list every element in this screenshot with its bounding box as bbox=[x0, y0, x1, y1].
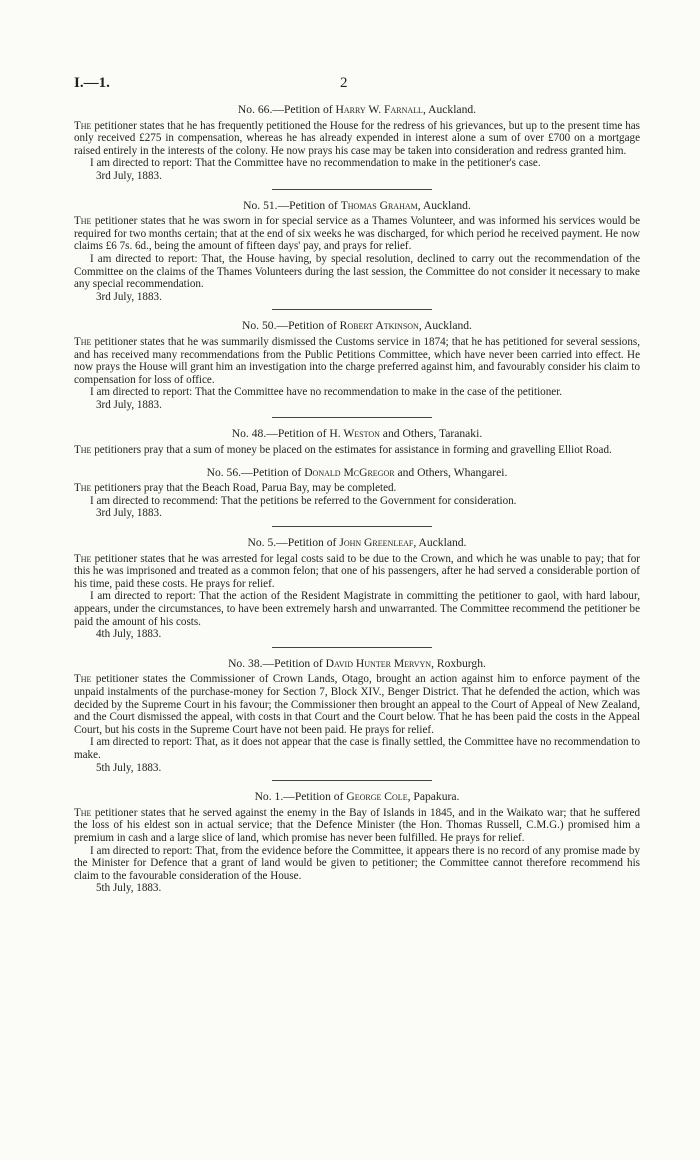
page-reference: I.—1. bbox=[74, 75, 110, 91]
petition-5 bbox=[74, 537, 640, 641]
petition-title: No. 50.—Petition of Robert Atkinson, Auckland. bbox=[242, 319, 472, 333]
page-header bbox=[0, 77, 700, 95]
committee-report: I am directed to recommend: That the petitions be referred to the Government for consideration. bbox=[90, 494, 517, 507]
document-body bbox=[74, 104, 640, 895]
petition-body: The petitioners pray that the Beach Road, Parua Bay, may be completed. bbox=[74, 482, 397, 495]
petition-56 bbox=[74, 467, 640, 520]
petition-50 bbox=[74, 320, 640, 411]
petition-1 bbox=[74, 791, 640, 895]
petition-body: The petitioners pray that a sum of money be placed on the estimates for assistance in forming and gravelling Elliot Road. bbox=[74, 444, 612, 457]
report-date: 3rd July, 1883. bbox=[96, 290, 162, 303]
petition-38 bbox=[74, 658, 640, 774]
petition-title: No. 5.—Petition of John Greenleaf, Auckland. bbox=[247, 536, 467, 550]
petition-title: No. 1.—Petition of George Cole, Papakura. bbox=[254, 790, 460, 804]
page-number: 2 bbox=[340, 75, 348, 91]
petition-body: The petitioner states that he has frequently petitioned the House for the redress of his grievances, but up to the present time has only received £275 in compensation, whereas he has already expended in interest alone a sum of over £700 on a mortgage raised entirely in the interests of the colony. He now prays his case may be taken into consideration and redress granted him. bbox=[74, 119, 640, 157]
petition-title: No. 56.—Petition of Donald McGregor and Others, Whangarei. bbox=[206, 465, 508, 479]
report-date: 3rd July, 1883. bbox=[96, 398, 162, 411]
petition-body: The petitioner states that he was arrested for legal costs said to be due to the Crown, and which he was unable to pay; that for this he was imprisoned and treated as a common felon; that one of his passengers, after he had served a considerable portion of his time, paid these costs. He prays for relief. bbox=[74, 552, 640, 590]
petition-title: No. 48.—Petition of H. Weston and Others, Taranaki. bbox=[231, 427, 483, 441]
petition-66 bbox=[74, 104, 640, 183]
report-date: 5th July, 1883. bbox=[96, 882, 162, 895]
report-date: 3rd July, 1883. bbox=[96, 169, 162, 182]
report-date: 4th July, 1883. bbox=[96, 628, 162, 641]
petition-title: No. 38.—Petition of David Hunter Mervyn, Roxburgh. bbox=[228, 656, 486, 670]
committee-report: I am directed to report: That, from the evidence before the Committee, it appears there is no record of any promise made by the Minister for Defence that a grant of land would be given to petitioner; the Committee cannot therefore recommend his claim to the favourable consideration of the House. bbox=[74, 844, 640, 882]
committee-report: I am directed to report: That the Committee have no recommendation to make in the case of the petitioner. bbox=[90, 386, 563, 399]
petition-48 bbox=[74, 428, 640, 456]
report-date: 3rd July, 1883. bbox=[96, 507, 162, 520]
petition-body: The petitioner states that he was sworn in for special service as a Thames Volunteer, and was informed his services would be required for two months certain; that at the end of six weeks he was discharged, for which period he received payment. He now claims £6 7s. 6d., being the amount of fifteen days' pay, and prays for relief. bbox=[74, 215, 640, 253]
committee-report: I am directed to report: That the action of the Resident Magistrate in committing the petitioner to gaol, with hard labour, appears, under the circumstances, to have been extremely harsh and unwarranted. The Committee recommend the petitioner be paid the amount of his costs. bbox=[74, 590, 640, 628]
petition-body: The petitioner states the Commissioner of Crown Lands, Otago, brought an action against him to enforce payment of the unpaid instalments of the purchase-money for Section 7, Block XIV., Benger District. That he defended the action, which was decided by the Supreme Court in his favour; the Commissioner then brought an appeal to the Court of Appeal of New Zealand, and the Court dismissed the appeal, with costs in that Court and the Court below. That he has been paid the costs in the Appeal Court, but his costs in the Supreme Court have not been paid. He prays for relief. bbox=[74, 673, 640, 736]
report-date: 5th July, 1883. bbox=[96, 761, 162, 774]
committee-report: I am directed to report: That the Committee have no recommendation to make in the petitioner's case. bbox=[90, 157, 541, 170]
petition-body: The petitioner states that he was summarily dismissed the Customs service in 1874; that he has petitioned for several sessions, and has received many recommendations from the Public Petitions Committee, which have never been carried into effect. He now prays the House will grant him an investigation into the charge preferred against him, and favourably consider his claim to compensation for loss of office. bbox=[74, 335, 640, 386]
committee-report: I am directed to report: That, as it does not appear that the case is finally settled, the Committee have no recommendation to make. bbox=[74, 736, 640, 761]
petition-body: The petitioner states that he served against the enemy in the Bay of Islands in 1845, and in the Waikato war; that he suffered the loss of his eldest son in actual service; that the Defence Minister (the Hon. Thomas Russell, C.M.G.) promised him a premium in cash and a large slice of land, which promise has never been fulfilled. He prays for relief. bbox=[74, 806, 640, 844]
petition-title: No. 51.—Petition of Thomas Graham, Auckland. bbox=[243, 198, 471, 212]
committee-report: I am directed to report: That, the House having, by special resolution, declined to carry out the recommendation of the Committee on the claims of the Thames Volunteers during the last session, the Committee do not consider it necessary to make any special recommendation. bbox=[74, 252, 640, 291]
petition-title: No. 66.—Petition of Harry W. Farnall, Auckland. bbox=[237, 103, 477, 116]
petition-51 bbox=[74, 200, 640, 304]
